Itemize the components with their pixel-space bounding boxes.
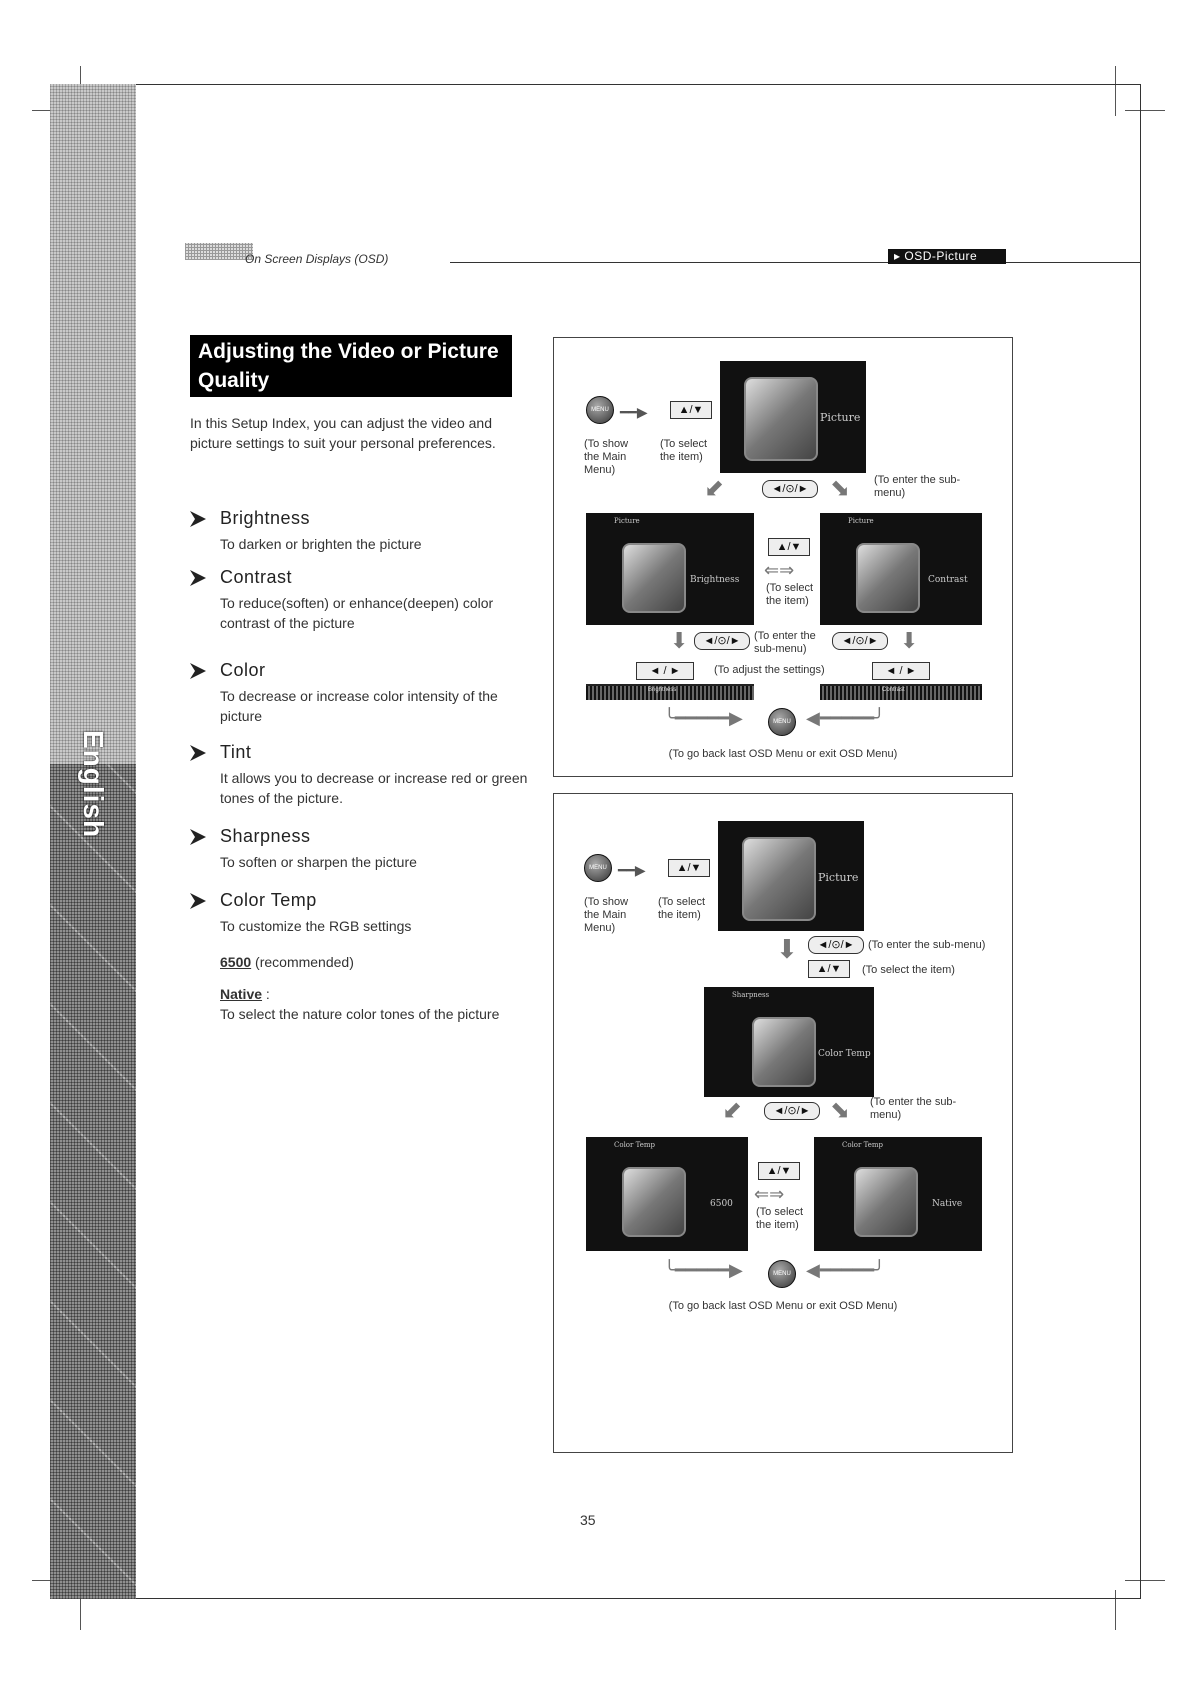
note-show-main: (To show the Main Menu) — [584, 438, 629, 476]
osd-cube — [744, 377, 818, 461]
osd-screen-color-temp — [704, 987, 874, 1097]
arrow-bullet-icon — [190, 663, 206, 679]
item-name: Color Temp — [220, 890, 317, 910]
item-contrast — [190, 567, 530, 633]
osd-diagram-color-temp — [553, 793, 1013, 1453]
item-desc: To darken or brighten the picture — [220, 536, 422, 552]
arrow-down-right-icon: ⬊ — [830, 475, 851, 502]
item-desc: To customize the RGB settings — [220, 918, 412, 934]
note-enter-sub: (To enter the sub-menu) — [754, 630, 816, 655]
updown-key: ▲/▼ — [758, 1162, 800, 1180]
osd-label: Contrast — [928, 575, 968, 585]
osd-label: Brightness — [690, 575, 740, 585]
item-name: Contrast — [220, 567, 293, 587]
enter-key: ◄/⊙/► — [808, 936, 864, 954]
note-enter-sub: (To enter the sub-menu) — [868, 939, 986, 951]
arrow-bullet-icon — [190, 570, 206, 586]
updown-key: ▲/▼ — [668, 859, 710, 877]
note-back: (To go back last OSD Menu or exit OSD Menu) — [668, 748, 898, 760]
header-tag-label: OSD-Picture — [904, 249, 978, 263]
updown-key: ▲/▼ — [768, 538, 810, 556]
note-select-item: (To select the item) — [756, 1206, 804, 1231]
enter-key: ◄/⊙/► — [762, 480, 818, 498]
item-desc: To soften or sharpen the picture — [220, 854, 417, 870]
osd-screen-main — [718, 821, 864, 931]
leftright-key: ◄ / ► — [872, 662, 930, 680]
osd-label-small: Color Temp — [614, 1141, 655, 1149]
double-arrow-icon: ⇐⇒ — [754, 1184, 785, 1204]
osd-cube — [622, 1167, 686, 1237]
brightness-bar — [586, 684, 754, 700]
bar-label: Contrast — [882, 687, 905, 693]
item-tint — [190, 742, 530, 808]
enter-key: ◄/⊙/► — [832, 632, 888, 650]
curved-arrow-left-icon: ◀━━━━━╯ — [806, 708, 885, 728]
intro-text: In this Setup Index, you can adjust the video and picture settings to suit your personal preferences. — [190, 415, 496, 451]
arrow-bullet-icon — [190, 893, 206, 909]
note-select-item: (To select the item) — [766, 582, 814, 607]
arrow-down-right-icon: ⬊ — [830, 1097, 851, 1124]
arrow-bullet-icon — [190, 745, 206, 761]
arrow-down-left-icon: ⬋ — [704, 475, 725, 502]
osd-cube — [752, 1017, 816, 1087]
page-title: Adjusting the Video or Picture Quality — [190, 335, 512, 397]
item-color-temp — [190, 890, 530, 1024]
item-name: Brightness — [220, 508, 311, 528]
updown-key: ▲/▼ — [808, 960, 850, 978]
item-desc: It allows you to decrease or increase red or green tones of the picture. — [220, 770, 528, 806]
osd-cube — [742, 837, 816, 921]
osd-screen-6500 — [586, 1137, 748, 1251]
osd-screen-main — [720, 361, 866, 473]
arrow-down-icon: ⬇ — [776, 934, 798, 964]
curved-arrow-right-icon: ╰━━━━━▶ — [664, 1260, 743, 1280]
double-arrow-icon: ⇐⇒ — [764, 560, 795, 580]
osd-label-small: Picture — [848, 517, 874, 525]
language-sidebar — [50, 84, 136, 1599]
option-sep: : — [265, 986, 270, 1002]
item-desc: To reduce(soften) or enhance(deepen) color contrast of the picture — [220, 595, 494, 631]
osd-cube — [622, 543, 686, 613]
note-select-item: (To select the item) — [658, 896, 706, 921]
item-sharpness — [190, 826, 530, 872]
note-back: (To go back last OSD Menu or exit OSD Menu) — [668, 1300, 898, 1312]
bar-label: Brightness — [648, 687, 677, 693]
note-adjust: (To adjust the settings) — [714, 664, 825, 676]
item-brightness — [190, 508, 530, 554]
arrow-right-icon: ━━▶ — [620, 404, 648, 420]
note-select-item: (To select the item) — [862, 964, 955, 976]
sidebar-language-label: English — [78, 729, 109, 839]
option-note: (recommended) — [255, 954, 354, 970]
play-icon: ▸ — [894, 249, 905, 263]
menu-button-icon: MENU — [584, 854, 612, 882]
osd-label: Picture — [820, 411, 861, 424]
item-name: Color — [220, 660, 266, 680]
menu-button-icon: MENU — [768, 708, 796, 736]
osd-screen-native — [814, 1137, 982, 1251]
item-desc: To decrease or increase color intensity of the picture — [220, 688, 498, 724]
arrow-right-icon: ━━▶ — [618, 862, 646, 878]
curved-arrow-right-icon: ╰━━━━━▶ — [664, 708, 743, 728]
item-name: Tint — [220, 742, 252, 762]
option-name: 6500 — [220, 954, 252, 970]
osd-screen-contrast — [820, 513, 982, 625]
item-color — [190, 660, 530, 726]
option-6500 — [220, 952, 530, 972]
option-name: Native — [220, 986, 263, 1002]
leftright-key: ◄ / ► — [636, 662, 694, 680]
sidebar-language — [50, 724, 136, 844]
osd-screen-brightness — [586, 513, 754, 625]
arrow-down-icon: ⬇ — [900, 628, 919, 653]
osd-label: Picture — [818, 871, 859, 884]
arrow-down-icon: ⬇ — [670, 628, 689, 653]
osd-label: Native — [932, 1199, 963, 1209]
osd-diagram-brightness-contrast — [553, 337, 1013, 777]
osd-label-small: Color Temp — [842, 1141, 883, 1149]
note-enter-sub: (To enter the sub-menu) — [870, 1096, 957, 1121]
note-show-main: (To show the Main Menu) — [584, 896, 629, 934]
arrow-bullet-icon — [190, 511, 206, 527]
menu-button-icon: MENU — [768, 1260, 796, 1288]
enter-key: ◄/⊙/► — [694, 632, 750, 650]
header-rule — [450, 262, 1140, 263]
arrow-bullet-icon — [190, 829, 206, 845]
page-number: 35 — [580, 1512, 596, 1528]
osd-label-small: Sharpness — [732, 991, 770, 999]
header-pattern — [185, 243, 253, 260]
note-select-item: (To select the item) — [660, 438, 708, 463]
osd-label-small: Picture — [614, 517, 640, 525]
header-section: On Screen Displays (OSD) — [245, 252, 389, 266]
osd-label: Color Temp — [818, 1049, 871, 1059]
curved-arrow-left-icon: ◀━━━━━╯ — [806, 1260, 885, 1280]
enter-key: ◄/⊙/► — [764, 1102, 820, 1120]
note-enter-sub: (To enter the sub-menu) — [874, 474, 961, 499]
option-native — [220, 984, 530, 1004]
updown-key: ▲/▼ — [670, 401, 712, 419]
osd-cube — [854, 1167, 918, 1237]
item-name: Sharpness — [220, 826, 311, 846]
header-tag — [888, 249, 1006, 264]
contrast-bar — [820, 684, 982, 700]
arrow-down-left-icon: ⬋ — [722, 1097, 743, 1124]
sidebar-pattern — [50, 764, 136, 1599]
osd-cube — [856, 543, 920, 613]
osd-label: 6500 — [710, 1199, 733, 1209]
option-desc: To select the nature color tones of the picture — [220, 1006, 500, 1022]
menu-button-icon: MENU — [586, 396, 614, 424]
